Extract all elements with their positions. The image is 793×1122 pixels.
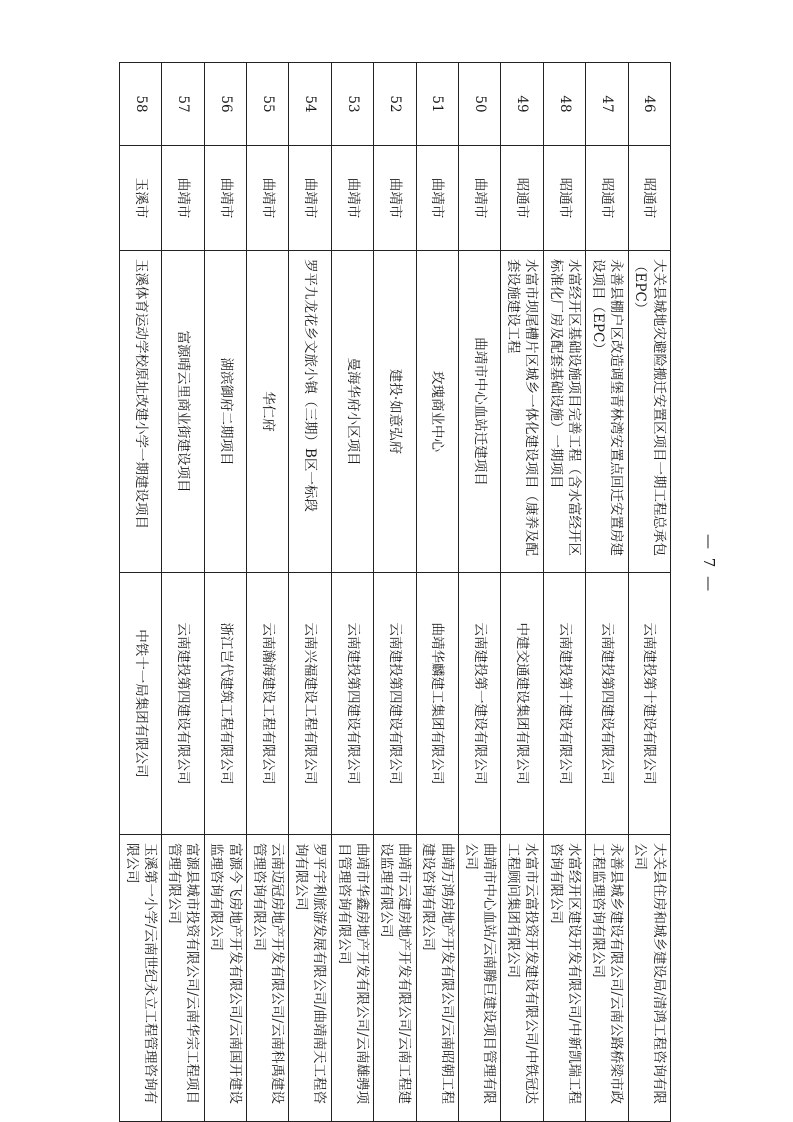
row-city: 昭通市 (501, 146, 543, 251)
row-units: 罗平宇利旅游发展有限公司/曲靖南天工程咨询有限公司 (289, 835, 331, 1122)
row-project: 水富经开区基础设施项目完善工程（含水富经开区标准化厂房及配套基础设施）一期项目 (543, 251, 585, 573)
row-contractor: 云南兴福建设工程有限公司 (289, 573, 331, 835)
row-city: 曲靖市 (331, 146, 373, 251)
row-city: 曲靖市 (289, 146, 331, 251)
row-project: 罗平九龙花乡文旅小镇（三期）B区一标段 (289, 251, 331, 573)
row-project: 水富市坝尾槽片区城乡一体化建设项目（康养及配套设施建设工程 (501, 251, 543, 573)
row-city: 曲靖市 (162, 146, 204, 251)
row-project: 建投·如意弘府 (374, 251, 416, 573)
table-row (543, 63, 585, 1122)
row-contractor: 中铁十一局集团有限公司 (119, 573, 161, 835)
row-project: 富源晴云里商业街建设项目 (162, 251, 204, 573)
row-units: 富源今飞房地产开发有限公司/云南国开建设监理咨询有限公司 (204, 835, 246, 1122)
row-project: 曲靖市中心血站迁建项目 (459, 251, 501, 573)
row-city: 曲靖市 (459, 146, 501, 251)
row-number: 58 (119, 63, 161, 146)
table-row (162, 63, 204, 1122)
row-contractor: 云南建投第十建设有限公司 (543, 573, 585, 835)
table-row (119, 63, 161, 1122)
row-number: 47 (586, 63, 628, 146)
row-units: 富源县城市投资有限公司/云南华宗工程项目管理有限公司 (162, 835, 204, 1122)
row-contractor: 云南瀚海建设工程有限公司 (247, 573, 289, 835)
row-city: 昭通市 (543, 146, 585, 251)
row-number: 46 (628, 63, 670, 146)
project-table (119, 62, 671, 1122)
row-number: 48 (543, 63, 585, 146)
row-contractor: 云南建投第一建设有限公司 (459, 573, 501, 835)
row-city: 曲靖市 (204, 146, 246, 251)
row-units: 水富经开区建设开发有限公司/中新凯瑞工程咨询有限公司 (543, 835, 585, 1122)
row-city: 曲靖市 (374, 146, 416, 251)
row-project: 大关县城地灾避险搬迁安置区项目一期工程总承包（EPC） (628, 251, 670, 573)
row-number: 51 (416, 63, 458, 146)
table-row (374, 63, 416, 1122)
row-number: 55 (247, 63, 289, 146)
table-row (586, 63, 628, 1122)
row-units: 玉溪第一小学/云南世纪永立工程管理咨询有限公司 (119, 835, 161, 1122)
table-row (289, 63, 331, 1122)
row-contractor: 云南建投第四建设有限公司 (331, 573, 373, 835)
page-number: — 7 — (700, 534, 718, 594)
table-row (247, 63, 289, 1122)
row-number: 54 (289, 63, 331, 146)
row-number: 57 (162, 63, 204, 146)
row-city: 曲靖市 (416, 146, 458, 251)
row-city: 玉溪市 (119, 146, 161, 251)
row-city: 昭通市 (628, 146, 670, 251)
row-units: 曲靖市云建房地产开发有限公司/云南工程建设监理有限公司 (374, 835, 416, 1122)
table-row (628, 63, 670, 1122)
row-units: 曲靖市中心血站/云南腾巨建设项目管理有限公司 (459, 835, 501, 1122)
row-number: 50 (459, 63, 501, 146)
row-project: 湖滨御府二期项目 (204, 251, 246, 573)
row-units: 大关县住房和城乡建设局/清鸿工程咨询有限公司 (628, 835, 670, 1122)
row-contractor: 云南建投第四建设有限公司 (586, 573, 628, 835)
row-project: 玉溪体育运动学校原址改建小学一期建设项目 (119, 251, 161, 573)
row-contractor: 云南建投第十建设有限公司 (628, 573, 670, 835)
row-city: 曲靖市 (247, 146, 289, 251)
row-units: 水富市云富投资开发建设有限公司/中铁冠达工程顾问集团有限公司 (501, 835, 543, 1122)
table-row (501, 63, 543, 1122)
row-project: 永善县棚户区改造调堡青林湾安置点回迁安置房建设项目（EPC） (586, 251, 628, 573)
row-project: 华仁府 (247, 251, 289, 573)
row-number: 53 (331, 63, 373, 146)
row-contractor: 云南建投第四建设有限公司 (374, 573, 416, 835)
row-number: 49 (501, 63, 543, 146)
row-units: 云南迈冠房地产开发有限公司/云南科禹建设管理咨询有限公司 (247, 835, 289, 1122)
row-units: 曲靖市华鑫房地产开发有限公司/云南雄骋项目管理咨询有限公司 (331, 835, 373, 1122)
row-contractor: 浙江岂代建筑工程有限公司 (204, 573, 246, 835)
row-city: 昭通市 (586, 146, 628, 251)
table-body (119, 63, 670, 1122)
row-project: 曼海华府小区项目 (331, 251, 373, 573)
row-contractor: 曲靖华麟建工集团有限公司 (416, 573, 458, 835)
row-units: 永善县城乡建设有限公司/云南公路桥梁市政工程监理咨询有限公司 (586, 835, 628, 1122)
table-row (416, 63, 458, 1122)
row-contractor: 中建交通建设集团有限公司 (501, 573, 543, 835)
row-number: 52 (374, 63, 416, 146)
row-project: 玫瑰商业中心 (416, 251, 458, 573)
document-page (119, 62, 671, 1122)
table-row (331, 63, 373, 1122)
row-contractor: 云南建投第四建设有限公司 (162, 573, 204, 835)
row-units: 曲靖万鸿房地产开发有限公司/云南昭朝工程建设咨询有限公司 (416, 835, 458, 1122)
row-number: 56 (204, 63, 246, 146)
table-row (204, 63, 246, 1122)
table-row (459, 63, 501, 1122)
